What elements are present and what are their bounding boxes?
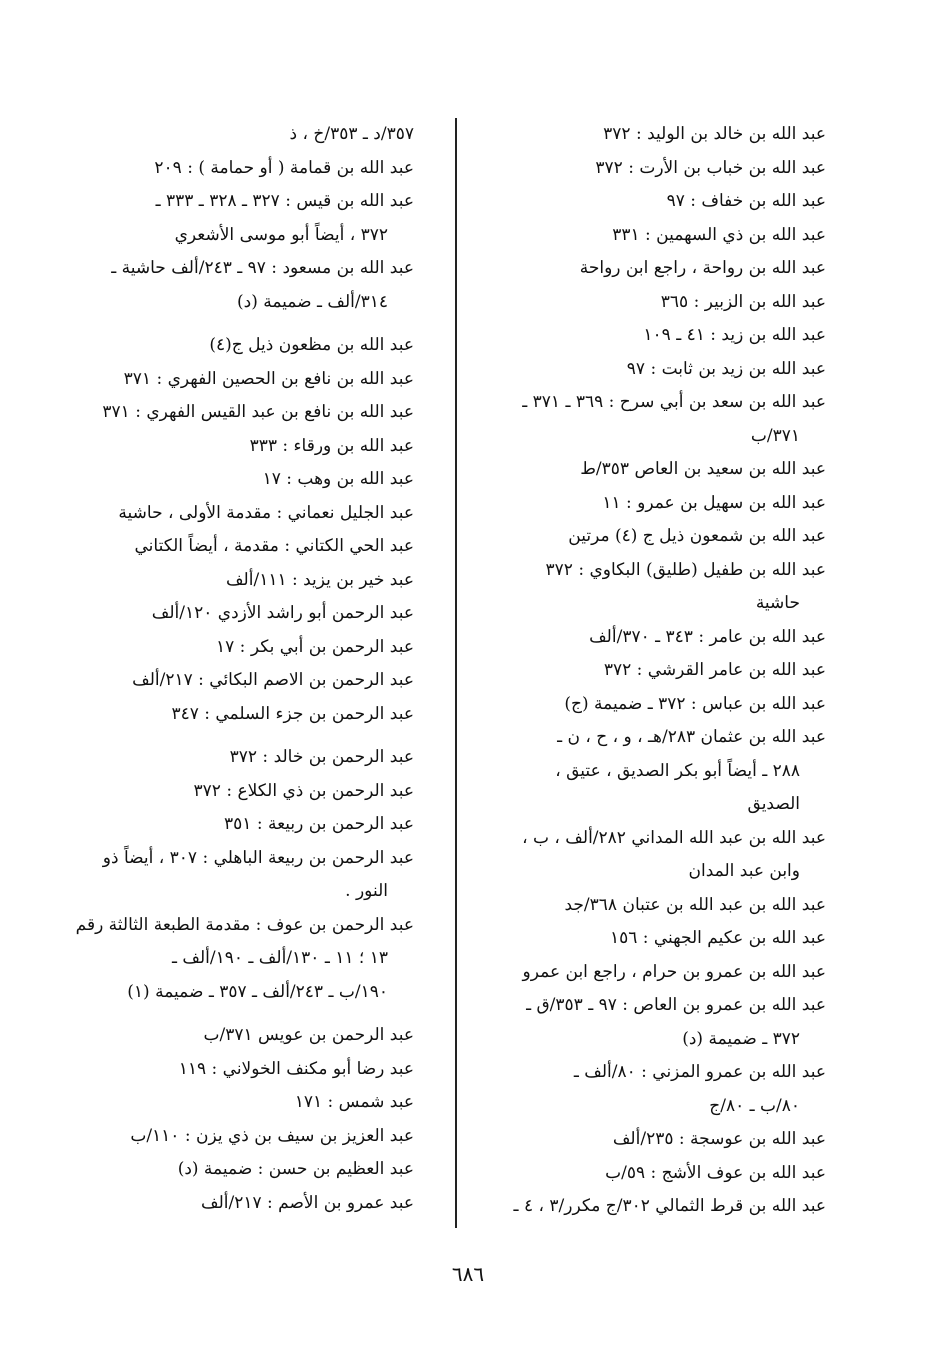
index-entry	[114, 363, 414, 397]
entry-continuation: وابن عبد المدان	[688, 861, 800, 881]
index-entry	[496, 286, 826, 320]
index-entry	[114, 808, 414, 842]
entry-text: عبد الرحمن أبو راشد الأزدي ١٢٠/ألف	[151, 603, 414, 623]
entry-text: عبد الرحمن بن ربيعة : ٣٥١	[224, 814, 414, 834]
index-entry	[496, 654, 826, 688]
page-number: ٦٨٦	[451, 1262, 485, 1286]
index-entry	[114, 152, 414, 186]
index-entry	[496, 118, 826, 152]
entry-continuation: الصديق	[747, 794, 800, 814]
entry-text: عبد الله بن عمرو بن العاص : ٩٧ ـ ٣٥٣/ق ـ	[526, 995, 826, 1015]
index-entry	[114, 698, 414, 732]
entry-text: عبد الرحمن بن جزء السلمي : ٣٤٧	[171, 703, 414, 724]
entry-text: عبد الله بن قرط الثمالي ٣٠٢/ج مكرر/٣ ، ٤ ـ	[513, 1196, 826, 1216]
entry-text: عبد الله بن عوف الأشج : ٥٩/ب	[605, 1162, 826, 1183]
index-entry	[496, 889, 826, 923]
entry-text: عبد الله بن زيد : ٤١ ـ ١٠٩	[643, 325, 826, 345]
entry-continuation: ٣٧٢ ، أيضاً أبو موسى الأشعري	[174, 224, 388, 245]
entry-text: عبد الله بن خالد بن الوليد : ٣٧٢	[603, 124, 826, 144]
entry-continuation: ١٩٠/ب ـ ٢٤٣/ألف ـ ٣٥٧ ـ ضميمة (١)	[127, 981, 388, 1002]
entry-text: عبد العظيم بن حسن : ضميمة (د)	[177, 1159, 414, 1179]
index-entry	[114, 1120, 414, 1154]
index-entry	[114, 497, 414, 531]
entry-text: عبد الرحمن بن ذي الكلاع : ٣٧٢	[193, 780, 414, 801]
entry-text: عبد العزيز بن سيف بن ذي يزن : ١١٠/ب	[130, 1125, 414, 1146]
index-entry	[496, 453, 826, 487]
index-entry	[114, 664, 414, 698]
index-entry	[114, 1086, 414, 1120]
index-entry	[102, 396, 414, 430]
entry-text: عبد الله بن مسعود : ٩٧ ـ ٢٤٣/ألف حاشية ـ	[111, 258, 414, 278]
index-entry	[496, 152, 826, 186]
index-entry	[496, 353, 826, 387]
entry-text: عبد الله بن عبد الله المداني ٢٨٢/ألف ، ب ،	[522, 827, 826, 848]
index-entry	[496, 721, 826, 822]
index-entry	[114, 1153, 414, 1187]
index-entry	[114, 564, 414, 598]
index-entry	[114, 185, 414, 252]
entry-text: عبد الله بن عامر القرشي : ٣٧٢	[603, 660, 826, 680]
index-entry	[114, 1053, 414, 1087]
entry-text: عبد الله بن سهيل بن عمرو : ١١	[602, 492, 826, 513]
entry-continuation: ٣٧٢ ـ ضميمة (د)	[682, 1028, 800, 1049]
entry-text: عبد الله بن عباس : ٣٧٢ ـ ضميمة (ج)	[564, 693, 826, 714]
entry-text: عبد الرحمن بن خالد : ٣٧٢	[229, 747, 414, 767]
index-entry	[496, 989, 826, 1056]
entry-text: عبد الرحمن بن أبي بكر : ١٧	[216, 636, 414, 657]
index-entry	[114, 463, 414, 497]
index-entry	[114, 530, 414, 564]
index-entry	[496, 1190, 826, 1224]
index-entry	[496, 1056, 826, 1123]
entry-text: عبد الله بن مظعون ذيل ج(٤)	[209, 335, 414, 355]
entry-text: عبد الله بن رواحة ، راجع ابن رواحة	[579, 258, 826, 278]
index-entry	[114, 430, 414, 464]
left-index-column	[75, 118, 414, 1220]
right-index-column	[496, 118, 826, 1224]
index-entry	[114, 775, 414, 809]
index-entry	[496, 688, 826, 722]
entry-text: عبد الله بن قيس : ٣٢٧ ـ ٣٢٨ ـ ٣٣٣ ـ	[155, 191, 414, 211]
entry-continuation: ٢٨٨ ـ أيضاً أبو بكر الصديق ، عتيق ،	[555, 760, 800, 781]
index-entry	[114, 1187, 414, 1221]
index-entry	[496, 219, 826, 253]
index-entry	[102, 842, 414, 909]
entry-text: عبد الله بن عثمان ٢٨٣/هـ ، و ، ح ، ن ـ	[557, 727, 826, 747]
index-entry	[496, 922, 826, 956]
entry-text: عبد عمرو بن الأصم : ٢١٧/ألف	[201, 1192, 414, 1213]
column-divider	[455, 118, 457, 1228]
entry-text: ٣٥٧/د ـ ٣٥٣/خ ، ذ	[289, 124, 414, 144]
entry-text: عبد رضا أبو مكنف الخولاني : ١١٩	[178, 1058, 414, 1079]
index-entry	[114, 329, 414, 363]
index-entry	[496, 1157, 826, 1191]
index-entry	[114, 597, 414, 631]
entry-text: عبد الحي الكتاني : مقدمة ، أيضاً الكتاني	[134, 536, 414, 556]
index-entry	[496, 520, 826, 554]
entry-text: عبد الرحمن بن عويس ٣٧١/ب	[203, 1025, 414, 1045]
entry-text: عبد الله بن خفاف : ٩٧	[666, 191, 826, 211]
index-entry	[496, 487, 826, 521]
entry-continuation: حاشية	[755, 593, 800, 613]
index-entry	[496, 621, 826, 655]
index-entry	[496, 956, 826, 990]
entry-text: عبد الله بن طفيل (طليق) البكاوي : ٣٧٢	[545, 559, 826, 580]
index-entry	[496, 185, 826, 219]
entry-text: عبد الله بن وهب : ١٧	[262, 469, 414, 489]
entry-text: عبد الله بن الزبير : ٣٦٥	[660, 291, 826, 312]
index-entry	[496, 822, 826, 889]
index-entry	[114, 631, 414, 665]
entry-text: عبد الله بن زيد بن ثابت : ٩٧	[626, 358, 826, 379]
entry-text: عبد الله بن ذي السهمين : ٣٣١	[612, 224, 826, 245]
entry-text: عبد الله بن خباب بن الأرت : ٣٧٢	[595, 157, 826, 178]
entry-text: عبد الله بن عمرو بن حرام ، راجع ابن عمرو	[522, 961, 826, 982]
index-entry	[114, 741, 414, 775]
index-entry	[496, 252, 826, 286]
entry-text: عبد شمس : ١٧١	[294, 1092, 414, 1112]
entry-text: عبد الله بن قمامة ( أو حمامة ) : ٢٠٩	[154, 157, 414, 178]
entry-text: عبد الله بن سعد بن أبي سرح : ٣٦٩ ـ ٣٧١ ـ	[522, 392, 826, 412]
entry-continuation: ١٣ ؛ ١١ ـ ١٣٠/ألف ـ ١٩٠/ألف ـ	[171, 948, 388, 968]
entry-text: عبد الله بن نافع بن عبد القيس الفهري : ٣٧١	[102, 402, 414, 422]
entry-text: عبد الرحمن بن الاصم البكائي : ٢١٧/ألف	[132, 670, 414, 690]
entry-text: عبد الله بن عبد الله بن عتبان ٣٦٨/جد	[564, 894, 826, 915]
entry-text: عبد الله بن عكيم الجهني : ١٥٦	[609, 928, 826, 948]
entry-continuation: النور .	[345, 881, 388, 901]
entry-text: عبد الجليل نعماني : مقدمة الأولى ، حاشية	[118, 502, 414, 523]
index-entry	[496, 319, 826, 353]
index-entry	[111, 252, 414, 319]
entry-text: عبد الله بن نافع بن الحصين الفهري : ٣٧١	[123, 368, 414, 389]
entry-text: عبد خير بن يزيد : ١١١/ألف	[225, 569, 414, 590]
entry-text: عبد الرحمن بن ربيعة الباهلي : ٣٠٧ ، أيضاً ذو	[102, 847, 414, 868]
index-entry	[114, 118, 414, 152]
entry-continuation: ٣٧١/ب	[750, 425, 800, 446]
entry-text: عبد الله بن ورقاء : ٣٣٣	[249, 435, 414, 456]
entry-text: عبد الله بن شمعون ذيل ج (٤) مرتين	[568, 526, 826, 546]
index-entry	[496, 1123, 826, 1157]
index-entry	[75, 909, 414, 1010]
entry-text: عبد الله بن سعيد بن العاص ٣٥٣/ط	[580, 459, 826, 479]
entry-continuation: ٣١٤/ألف ـ ضميمة (د)	[237, 291, 388, 312]
index-entry	[496, 386, 826, 453]
entry-text: عبد الله بن عامر : ٣٤٣ ـ ٣٧٠/ألف	[589, 626, 826, 647]
entry-text: عبد الله بن عمرو المزني : ٨٠/ألف ـ	[573, 1062, 826, 1082]
entry-continuation: ٨٠/ب ـ ٨٠/ج	[709, 1095, 800, 1116]
entry-text: عبد الرحمن بن عوف : مقدمة الطبعة الثالثة رقم	[75, 914, 414, 935]
index-entry	[114, 1019, 414, 1053]
index-entry	[496, 554, 826, 621]
entry-text: عبد الله بن عوسجة : ٢٣٥/ألف	[612, 1129, 826, 1149]
